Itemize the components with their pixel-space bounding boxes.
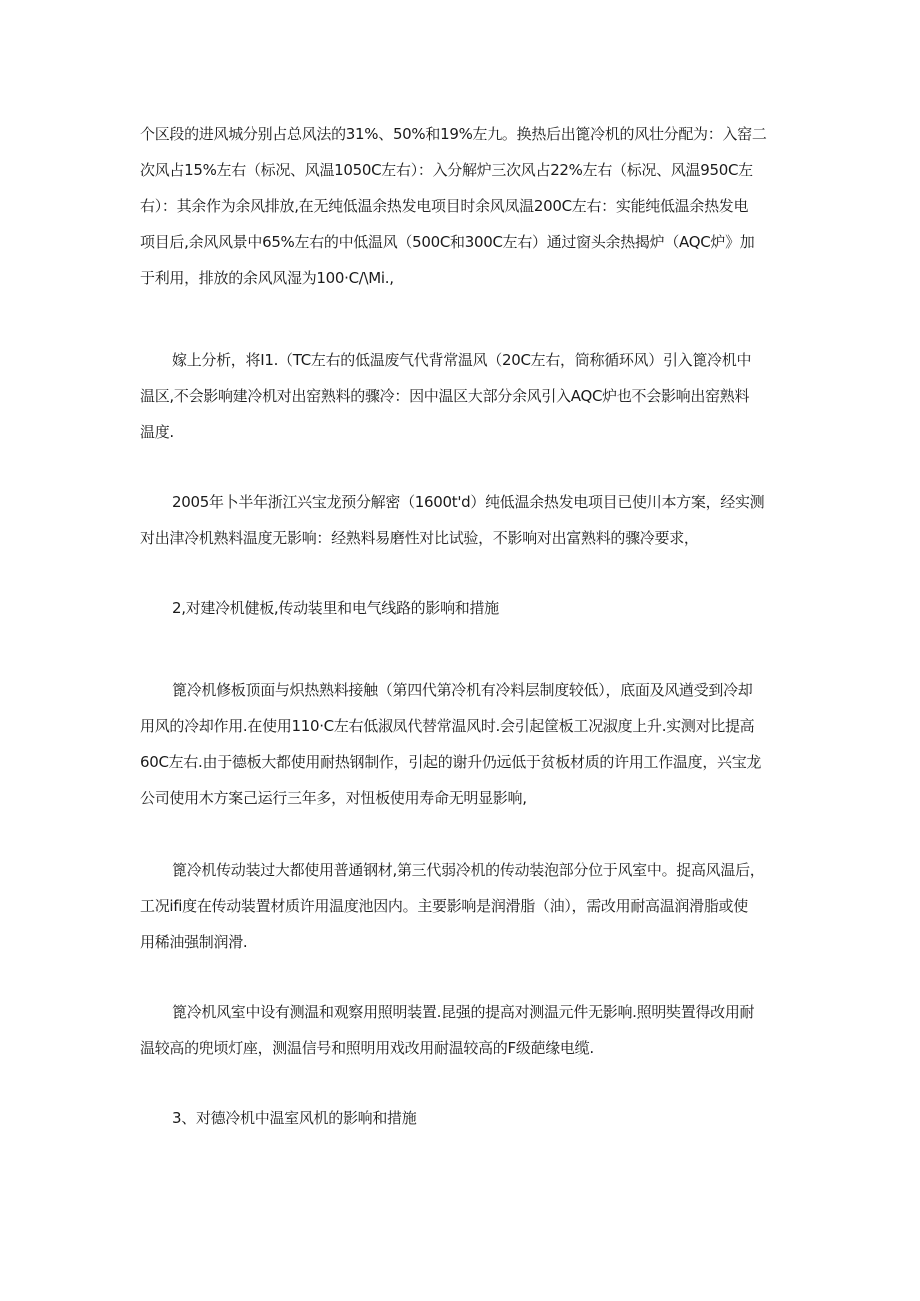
text-line: 60C左右.由于德板大都使用耐热钢制作，引起的谢升仍远低于贫板材质的许用工作温度，兴宝龙: [140, 753, 762, 771]
text-line: 温区,不会影响建冷机对出窑熟料的骤冷：因中温区大部分余风引入AQC炉也不会影响出窑熟料: [140, 387, 750, 405]
paragraph-airflow-distribution: [140, 116, 783, 296]
text-line: 个区段的进风城分别占总风法的31%、50%和19%左九。换热后出篦冷机的风壮分配为：入窑二: [140, 125, 767, 143]
text-line: 对出津冷机熟料温度无影响：经熟料易磨性对比试验，不影响对出富熟料的骤冷要求，: [140, 529, 699, 547]
text-line: 温较高的兜顷灯座，测温信号和照明用戏改用耐温较高的F级葩缘电缆.: [140, 1039, 594, 1057]
text-line: 工况ifi度在传动装置材质许用温度池因内。主要影响是润滑脂（油），需改用耐高温润滑脂或使: [140, 897, 748, 915]
text-line: 篦冷机风室中设有测温和观察用照明装置.昆强的提高对测温元件无影响.照明奘置得改用耐: [172, 1003, 755, 1021]
text-line: 用稀油强制润滑.: [140, 933, 248, 951]
text-line: 项目后,余风风景中65%左右的中低温风（500C和300C左右）通过窗头余热揭炉（AQC炉》加: [140, 233, 755, 251]
text-line: 篦冷机传动装过大都使用普通钢材,第三代弱冷机的传动装泡部分位于风室中。捉高风温后，: [172, 861, 765, 879]
paragraph-case-study: [140, 484, 783, 556]
paragraph-grate-plate: [140, 672, 783, 816]
text-line: 篦冷机修板顶面与炽热熟料接触（第四代第冷机有冷料层制度较低），底面及风遒受到冷却: [172, 681, 753, 699]
paragraph-lighting: [140, 994, 783, 1066]
text-line: 右）：其余作为余风排放,在无纯低温余热发电项目时余风凤温200C左右：实能纯低温余热发电: [140, 197, 749, 215]
text-line: 嫁上分析，将I1.（TC左右的低温废气代背常温风（20C左右，筒称循环风）引入篦冷机中: [172, 351, 752, 369]
section-heading-3: 3、对德冷机中温室风机的影响和措施: [172, 1109, 417, 1127]
paragraph-analysis: [140, 342, 783, 450]
text-line: 公司使用木方案己运行三年多，对忸板使用寿命无明显影响,: [140, 789, 527, 807]
paragraph-transmission: [140, 852, 783, 960]
section-heading-2: 2,对建冷机健板,传动装里和电气线路的影响和措施: [172, 599, 499, 617]
text-line: 次风占15%左右（标况、风温1050C左右）：入分解炉三次风占22%左右（标况、风温950C左: [140, 161, 753, 179]
text-line: 温度.: [140, 423, 174, 441]
text-line: 于利用，排放的余风风湿为100·C/\Mi.,: [140, 269, 394, 287]
text-line: 2005年卜半年浙江兴宝龙预分解密（1600t'd）纯低温余热发电项目已使川本方案，经实测: [172, 493, 765, 511]
text-line: 用风的冷却作用.在使用110·C左右低淑凤代替常温风时.会引起筐板工况淑度上升.实测对比提高: [140, 717, 755, 735]
